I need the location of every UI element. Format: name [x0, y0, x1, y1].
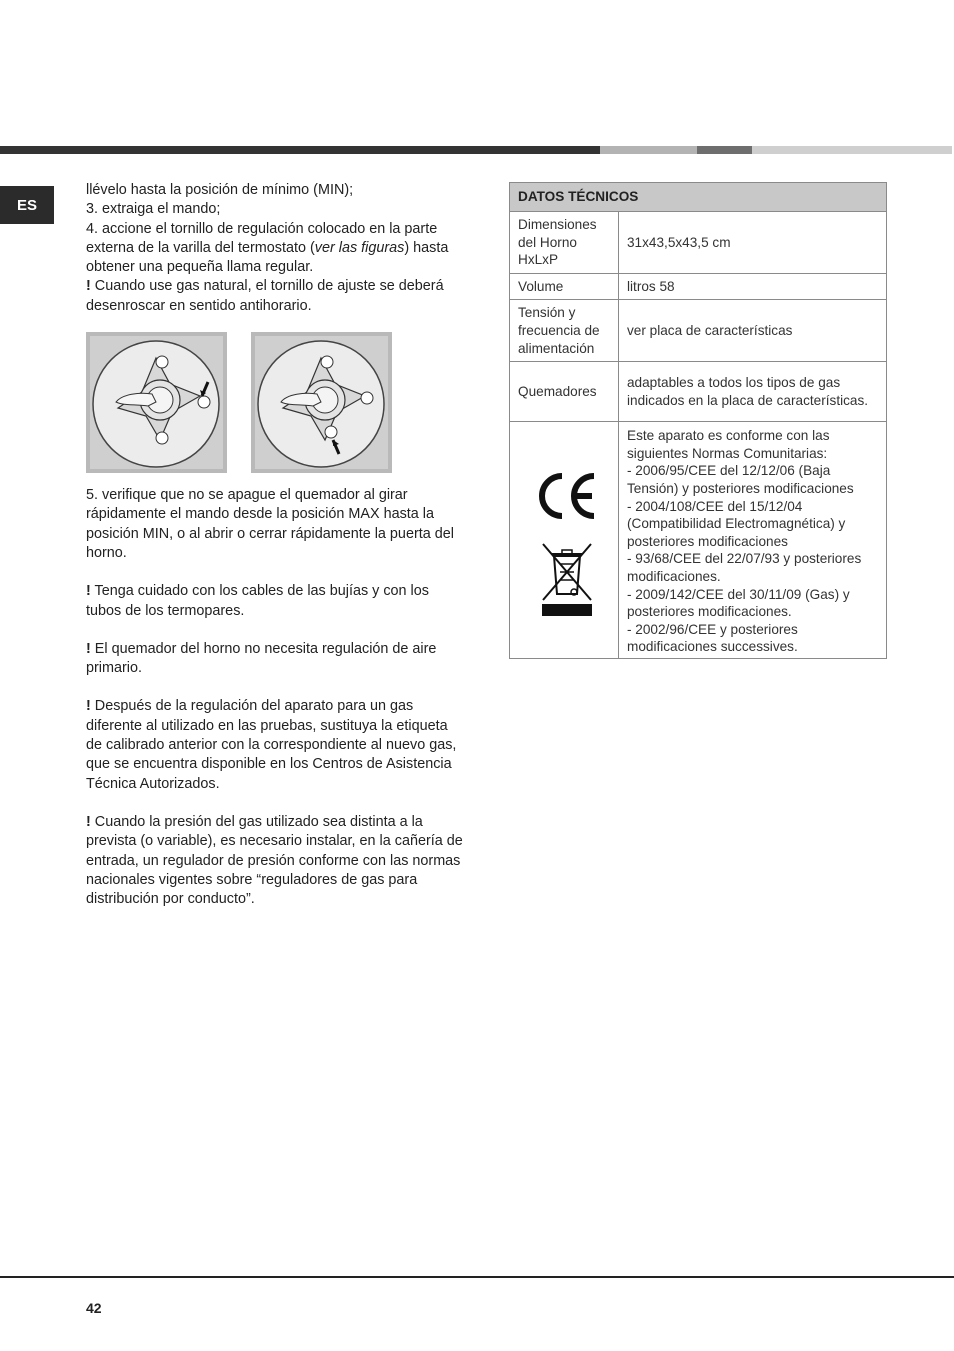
row-label: Volume	[510, 273, 619, 300]
norms-cell	[619, 422, 887, 659]
row-label: Quemadores	[510, 362, 619, 422]
norm-item: - 2004/108/CEE del 15/12/04 (Compatibilidad Electromagnética) y posteriores modificaciones	[627, 498, 846, 549]
instruction-p1: llévelo hasta la posición de mínimo (MIN);	[86, 182, 354, 198]
instructions-column	[86, 181, 466, 909]
instruction-p4: ! Cuando use gas natural, el tornillo de ajuste se deberá desenroscar en sentido antihorario.	[86, 278, 444, 314]
norm-item: - 2006/95/CEE del 12/12/06 (Baja Tensión) y posteriores modificaciones	[627, 463, 854, 496]
language-tab: ES	[0, 186, 54, 224]
row-value: 31x43,5x43,5 cm	[619, 212, 887, 274]
technical-data-table	[509, 182, 887, 659]
row-value: litros 58	[619, 273, 887, 300]
table-row	[510, 273, 887, 300]
table-row	[510, 300, 887, 362]
figure-knob-screw-right	[86, 332, 227, 473]
footer-rule	[0, 1276, 954, 1278]
table-row	[510, 212, 887, 274]
marks-cell	[510, 422, 619, 659]
header-bar-dark	[0, 146, 600, 154]
norm-item: - 93/68/CEE del 22/07/93 y posteriores modificaciones.	[627, 551, 862, 584]
weee-bin-icon	[540, 542, 594, 616]
table-row	[510, 362, 887, 422]
row-label: Tensión y frecuencia de alimentación	[510, 300, 619, 362]
instruction-p5: 5. verifique que no se apague el quemador al girar rápidamente el mando desde la posición MAX hasta la posición MIN, o al abrir o cerrar rápidamente la puerta del horno.	[86, 487, 454, 561]
row-value: ver placa de características	[619, 300, 887, 362]
norms-intro: Este aparato es conforme con las siguientes Normas Comunitarias:	[627, 428, 830, 461]
norm-item: - 2009/142/CEE del 30/11/09 (Gas) y posteriores modificaciones.	[627, 586, 850, 620]
row-value: adaptables a todos los tipos de gas indicados en la placa de características.	[619, 362, 887, 422]
warning-p7: ! El quemador del horno no necesita regulación de aire primario.	[86, 640, 437, 677]
table-row-norms	[510, 422, 887, 659]
instruction-p2: 3. extraiga el mando;	[86, 201, 221, 218]
norm-item: - 2002/96/CEE y posteriores modificaciones successives.	[627, 621, 798, 655]
table-header: DATOS TÉCNICOS	[510, 183, 887, 212]
warning-p9: ! Cuando la presión del gas utilizado sea distinta a la prevista (o variable), es necesario instalar, en la cañería de entrada, un regulador de presión conforme con las normas nacionales vigentes sobre “reguladores de gas para distribución por conducto”.	[86, 813, 463, 908]
warning-p8: ! Después de la regulación del aparato para un gas diferente al utilizado en las pruebas, sustituya la etiqueta de calibrado anterior con la correspondiente al nuevo gas, que se encuentra disponible en los Centros de Asistencia Técnica Autorizados.	[86, 698, 457, 792]
warning-p6: ! Tenga cuidado con los cables de las bujías y con los tubos de los termopares.	[86, 583, 429, 619]
instruction-p3: 4. accione el tornillo de regulación colocado en la parte externa de la varilla del termostato (ver las figuras) hasta obtener una pequeña llama regular.	[86, 220, 449, 276]
ce-mark-icon	[534, 470, 600, 522]
page-number: 42	[86, 1300, 102, 1316]
figure-knob-screw-bottom	[251, 332, 392, 473]
header-bar-mid	[697, 146, 752, 154]
row-label: Dimensiones del Horno HxLxP	[510, 212, 619, 274]
header-bar-light-2	[752, 146, 952, 154]
header-bar-light	[600, 146, 697, 154]
